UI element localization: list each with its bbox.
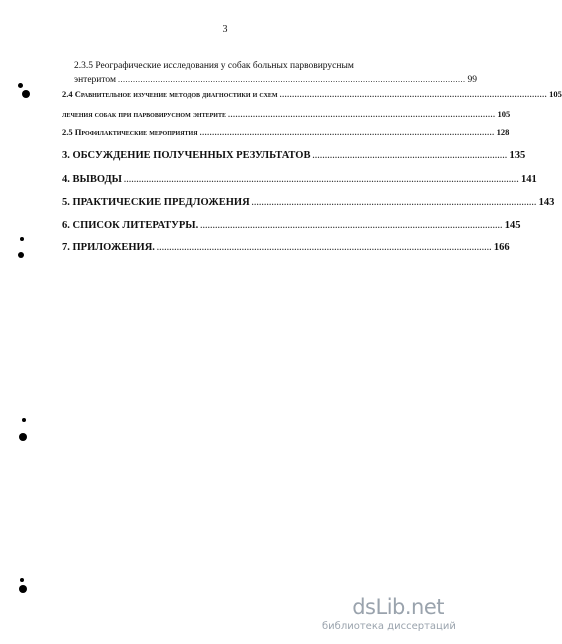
scan-hole-mark	[19, 585, 27, 593]
toc-label: лечения собак при парвовирусном энтерите	[62, 109, 226, 119]
leader-dots: ..............................................................................................................................................................	[124, 175, 519, 184]
toc-page-number: 143	[538, 197, 555, 208]
toc-entry-2-4-line1[interactable]	[62, 89, 562, 99]
leader-dots: ...........................................................................................................	[279, 90, 548, 99]
leader-dots: ...........................................................................................................................................	[117, 75, 466, 84]
watermark	[322, 595, 456, 633]
leader-dots: ...........................................................................................................	[227, 110, 496, 119]
toc-entry-2-3-5-line1	[74, 61, 354, 71]
toc-page-number: 128	[496, 127, 510, 137]
toc-entry-2-3-5[interactable]	[74, 75, 477, 85]
leader-dots: ......................................................................................................................................	[156, 243, 492, 252]
toc-page-number: 105	[497, 109, 511, 119]
leader-dots: ..............................................................................	[312, 151, 508, 160]
scan-mark	[20, 237, 24, 241]
toc-page-number: 135	[509, 150, 526, 161]
toc-page-number: 141	[521, 174, 537, 185]
watermark-tagline: библиотека диссертаций	[322, 621, 456, 632]
toc-label: 4. ВЫВОДЫ	[62, 174, 122, 185]
toc-entry-7[interactable]	[62, 242, 510, 253]
scan-mark	[18, 83, 23, 88]
leader-dots: ......................................................................................................................	[199, 128, 495, 137]
toc-page-number: 99	[467, 75, 477, 85]
scan-hole-mark	[22, 90, 30, 98]
toc-page-number: 105	[549, 89, 562, 99]
scan-hole-mark	[19, 433, 27, 441]
toc-label: 2.3.5 Реографические исследования у собак больных парвовирусным	[74, 61, 354, 71]
toc-entry-2-4[interactable]	[62, 109, 511, 119]
toc-label: 5. ПРАКТИЧЕСКИЕ ПРЕДЛОЖЕНИЯ	[62, 197, 250, 208]
toc-label: 7. ПРИЛОЖЕНИЯ.	[62, 242, 155, 253]
toc-page-number: 166	[493, 242, 510, 253]
scan-mark	[20, 578, 24, 582]
toc-entry-3[interactable]	[62, 150, 526, 161]
toc-entry-5[interactable]	[62, 197, 555, 208]
toc-label: 2.5 Профилактические мероприятия	[62, 127, 198, 137]
watermark-logo: dsLib.net	[352, 595, 444, 619]
scan-hole-mark	[18, 252, 24, 258]
toc-label: энтеритом	[74, 75, 116, 85]
toc-entry-6[interactable]	[62, 220, 521, 231]
leader-dots: .........................................................................................................................	[200, 221, 503, 230]
leader-dots: ..................................................................................................................	[251, 198, 537, 207]
page-number: 3	[222, 24, 228, 35]
toc-entry-4[interactable]	[62, 174, 537, 185]
toc-label: 3. ОБСУЖДЕНИЕ ПОЛУЧЕННЫХ РЕЗУЛЬТАТОВ	[62, 150, 311, 161]
toc-label: 2.4 Сравнительное изучение методов диагностики и схем	[62, 89, 278, 99]
toc-label: 6. СПИСОК ЛИТЕРАТУРЫ.	[62, 220, 199, 231]
toc-entry-2-5[interactable]	[62, 127, 510, 137]
toc-page-number: 145	[504, 220, 521, 231]
scan-mark	[22, 418, 26, 422]
